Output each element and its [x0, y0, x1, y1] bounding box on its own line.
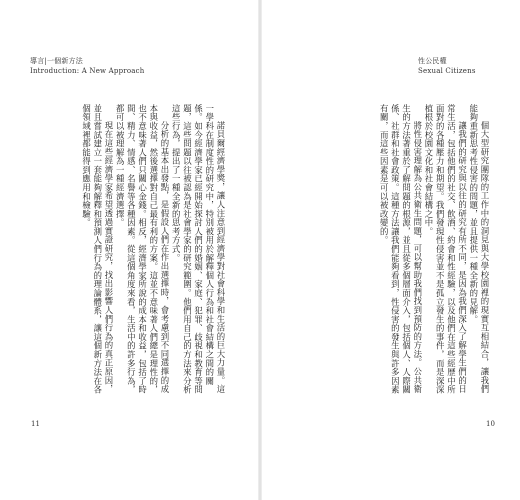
left-header-english: Introduction: A New Approach: [30, 67, 145, 75]
left-paragraph: 現在這些經濟學家希望透過實證研究，找出影響人們行為的真正原因，並且嘗試建立一套能夠解釋和預測人們行為的理論體系，讓這個新方法在各個領域裡都能得到應用和檢驗。: [81, 104, 114, 395]
left-paragraph: 分析的基本出發點，是假設人們在作出選擇時，會考慮到不同選擇的成本與收益，然後選擇對自己最有利的方案。這並不意味著人們總是理性的，也不意味著人們只關心金錢。相反，經濟學家所說的成本和收益，包括了時間、精力、情感、名譽等各種因素。從這個角度來看，生活中的許多行為，都可以被理解為一種經濟選擇。: [115, 104, 170, 395]
right-header-english: Sexual Citizens: [418, 67, 476, 75]
right-running-header: [418, 56, 476, 76]
right-header-chinese: 性公民權: [418, 57, 447, 65]
left-running-header: [30, 56, 144, 76]
right-paragraph: 個大型研究團隊的工作中的洞見與大學校園裡的現實互相結合，讓我們能夠重新思考性侵害的問題，並且提供一種全新的見解。: [468, 104, 490, 394]
right-body-text: [290, 104, 490, 400]
right-paragraph: 將性侵害理解為公共衛生問題，可以幫助我們找到預防的方法。公共衛生的方法著重於了解問題的根源，並且從多個層面介入，包括個人、人際關係、社群和社會政策。這種方法讓我們能夠看到，性侵害的發生與許多因素有關，而這些因素是可以被改變的。: [379, 104, 423, 395]
left-paragraph: 諾貝爾經濟學獎，讓人注意到經濟學對社會科學和生活的巨大力量。這一學科在制度性的研究中，特別被用於解釋個人行為和社會結構之間的關係。如今經濟學家已經開始探討人們的婚姻、家庭、犯罪、歧視和教育等問題，這些問題以往被認為是社會學家的研究範圍。他們用自己的方法來分析這些行為，提出了一種全新的思考方式。: [171, 104, 226, 395]
left-body-text: [30, 104, 226, 400]
left-header-chinese: 導言|一個新方法: [30, 57, 83, 65]
right-paragraph: 讓我們的研究與以往的研究有所不同，是因為我們深入了解學生們的日常生活，包括他們的社交、飲酒、約會和性經驗，以及他們在這些經歷中所面對的各種壓力和期望。我們發現性侵害並不是孤立發生的事件，而是深深植根於校園文化和社會結構之中。: [423, 104, 468, 395]
right-page-number: 10: [486, 420, 495, 428]
left-page-number: 11: [31, 420, 40, 428]
right-page: [262, 0, 520, 500]
left-page: [0, 0, 258, 500]
